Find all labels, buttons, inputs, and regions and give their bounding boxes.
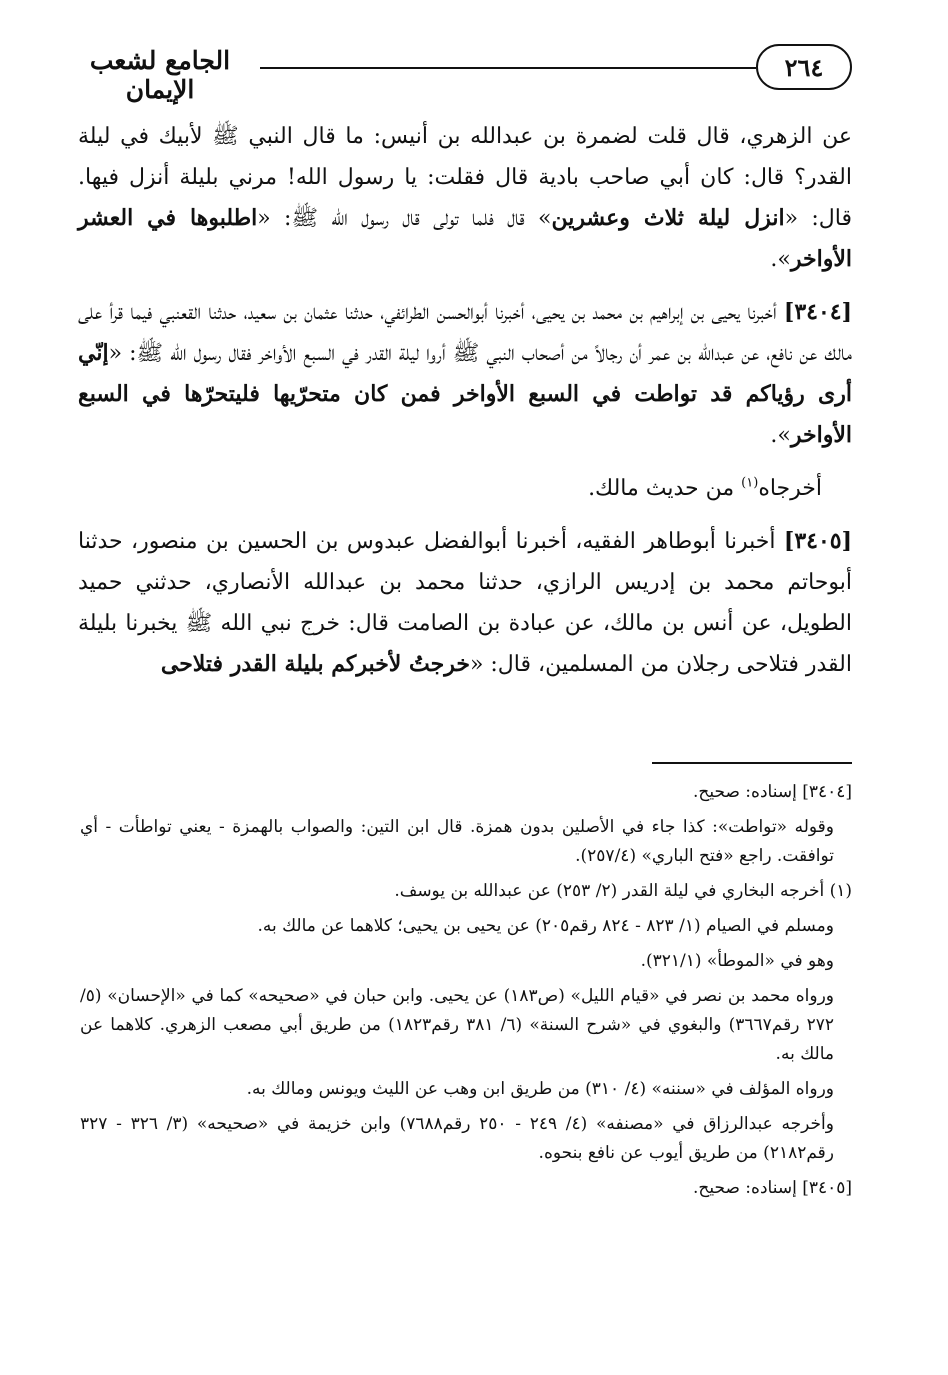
footnote-line: ورواه محمد بن نصر في «قيام الليل» (ص١٨٣) عن يحيى. وابن حبان في «صحيحه» كما في «الإحسان» (٥/ ٢٧٢ رقم٣٦٦٧) والبغوي في «شرح السنة» (٦/ ٣٨١ رقم١٨٢٣) من طريق أبي مصعب الزهري. كلاهما عن مالك به. [80, 986, 834, 1064]
page-number: ٢٦٤ [756, 44, 852, 90]
paragraph-hadith-3404 [78, 292, 852, 456]
text-segment: ». [770, 423, 791, 448]
text-segment: عن الزهري، قال قلت لضمرة بن عبدالله بن أنيس: ما قال النبي ﷺ لأبيك في ليلة القدر؟ قال: كان أبي صاحب بادية قال فقلت: يا رسول الله! مرني بليلة أنزل فيها. قال: « [78, 124, 852, 231]
footnote-line: وأخرجه عبدالرزاق في «مصنفه» (٤/ ٢٤٩ - ٢٥٠ رقم٧٦٨٨) وابن خزيمة في «صحيحه» (٣/ ٣٢٦ - ٣٢٧ رقم٢١٨٢) من طريق أيوب عن نافع بنحوه. [80, 1114, 834, 1163]
paragraph-hadith-3405 [78, 521, 852, 685]
text-segment: ». [770, 247, 791, 272]
paragraph-takhrij [78, 468, 852, 509]
footnote-line: ومسلم في الصيام (١/ ٨٢٣ - ٨٢٤ رقم٢٠٥) عن يحيى بن يحيى؛ كلاهما عن مالك به. [257, 916, 834, 936]
text-segment: من حديث مالك. [588, 476, 742, 501]
text-segment: أخرجاه [758, 476, 822, 501]
footnote-line: وهو في «الموطأ» (٣٢١/١). [640, 951, 834, 971]
hadith-number: [٣٤٠٤] [783, 299, 853, 325]
footnote-line: [٣٤٠٤] إسناده: صحيح. [692, 782, 852, 802]
text-segment: » قال فلما تولى قال رسول الله ﷺ: « [257, 206, 552, 231]
footnote-line: (١) أخرجه البخاري في ليلة القدر (٢/ ٢٥٣) عن عبدالله بن يوسف. [394, 881, 852, 901]
hadith-quote: إنّي أرى رؤياكم قد تواطت في السبع الأواخر فمن كان متحرّيها فليتحرّها في السبع الأواخر [78, 340, 852, 448]
footnote-line: ورواه المؤلف في «سننه» (٤/ ٣١٠) من طريق ابن وهب عن الليث ويونس ومالك به. [246, 1079, 834, 1099]
text-segment: أخبرنا أبوطاهر الفقيه، أخبرنا أبوالفضل عبدوس بن الحسين بن منصور، حدثنا أبوحاتم محمد بن إدريس الرازي، حدثنا محمد بن عبدالله الأنصاري، حدثني حميد الطويل، عن أنس بن مالك، عن عبادة بن الصامت قال: خرج نبي الله ﷺ يخبرنا بليلة القدر فتلاحى رجلان من المسلمين، قال: « [78, 529, 852, 677]
paragraph-hadith-continuation [78, 116, 852, 280]
hadith-number: [٣٤٠٥] [783, 528, 852, 554]
text-segment: أخبرنا يحيى بن إبراهيم بن محمد بن يحيى، أخبرنا أبوالحسن الطرائفي، حدثنا عثمان بن سعيد، حدثنا القعنبي فيما قرأ على مالك عن نافع، عن عبدالله بن عمر أن رجالاً من أصحاب النبي ﷺ أروا ليلة القدر في السبع الأواخر فقال رسول الله ﷺ: « [78, 300, 852, 366]
hadith-quote: خرجتُ لأخبركم بليلة القدر فتلاحى [160, 651, 470, 677]
footnotes [80, 778, 852, 1209]
header-rule [260, 67, 756, 69]
main-text [78, 116, 852, 697]
page-header [60, 36, 852, 102]
footnote-line: [٣٤٠٥] إسناده: صحيح. [692, 1178, 852, 1198]
footnote-line: وقوله «تواطت»: كذا جاء في الأصلين بدون همزة. قال ابن التين: والصواب بالهمزة - يعني تواطأت - أي توافقت. راجع «فتح الباري» (٢٥٧/٤). [80, 817, 834, 866]
footnote-separator [652, 762, 852, 764]
footnote-ref: (١) [741, 475, 759, 491]
hadith-quote: انزل ليلة ثلاث وعشرين [551, 205, 785, 231]
book-title: الجامع لشعب الإيمان [89, 46, 231, 104]
hadith-quote: اطلبوها في العشر الأواخر [78, 205, 852, 272]
